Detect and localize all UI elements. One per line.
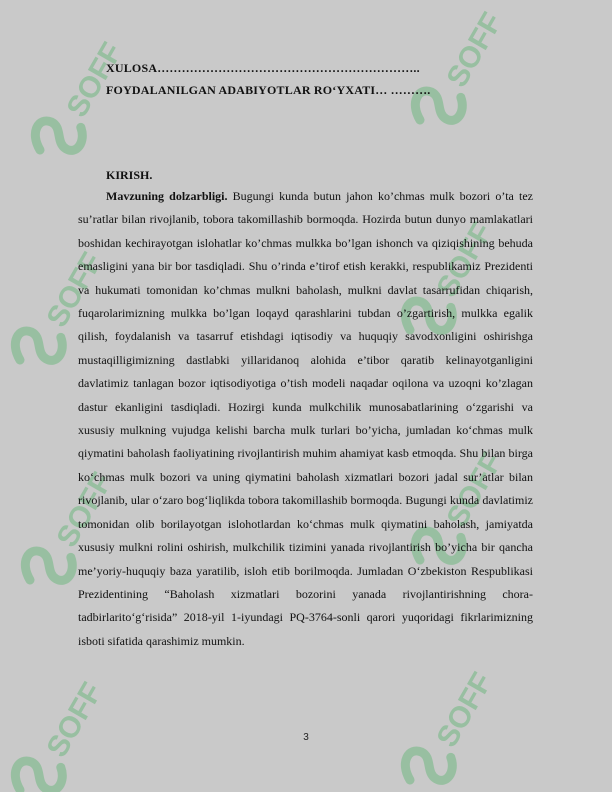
toc-entry-conclusion: XULOSA……………………………………………………….. — [106, 61, 420, 75]
paragraph-lead: Mavzuning dolzarbligi. — [106, 189, 228, 203]
section-title: KIRISH. — [106, 168, 153, 182]
page-content — [78, 57, 533, 653]
toc-entry-references: FOYDALANILGAN ADABIYOTLAR RO‘YXATI… ………. — [106, 83, 431, 97]
page-number: 3 — [303, 732, 309, 743]
paragraph-body: Bugungi kunda butun jahon ko’chmas mulk bozori o’ta tez su’ratlar bilan rivojlanib, tobora takomillashib bormoqda. Hozirda butun dunyo mamlakatlari boshidan kechirayotgan islohatlar ko’chmas mulkka bo’lgan ishonch va qiziqishining behuda emasligini yana bir bor tasdiqladi. Shu o’rinda e’tirof etish kerakki, respublikamiz Prezidenti va hukumati tomonidan ko’chmas mulkni baholash, mulkni davlat tasarrufidan chiqarish, fuqarolarimizning mulkka bo’lgan loqayd qarashlarini tubdan o’zgartirish, mulkka egalik qilish, foydalanish va tasarruf etishdagi iqtisodiy va huquqiy savodxonligini oshirishga mustaqilligimizning dastlabki yillaridanoq alohida e’tibor qaratib kelinayotganligini davlatimiz tanlagan bozor iqtisodiyotiga o’tish modeli naqadar oqilona va uzoqni ko’zlagan dastur ekanligini tasdiqladi. Hozirgi kunda mulkchilik munosabatlarining o‘zgarishi va xususiy mulkning vujudga kelishi barcha mulk turlari bo’yicha, jumladan ko‘chmas mulk qiymatini baholash faoliyatining rivojlantirish muhim ahamiyat kasb etmoqda. Shu bilan birga ko‘chmas mulk bozori va uning qiymatini baholash xizmatlari bozori jadal sur’atlar bilan rivojlanib, ular o‘zaro bog‘liqlikda tobora takomillashib bormoqda. Bugungi kunda davlatimiz tomonidan olib borilayotgan islohotlardan ko‘chmas mulk qiymatini baholash, jamiyatda xususiy mulkni rolini oshirish, mulkchilik tizimini yanada rivojlantirish bo’yicha bir qancha me’yoriy-huquqiy baza yaratilib, isloh etib borilmoqda. Jumladan O‘zbekiston Respublikasi Prezidentining “Baholash xizmatlari bozorini yanada rivojlantirishning chora-tadbirlarito‘g‘risida” 2018-yil 1-iyundagi PQ-3764-sonli qarori yuqoridagi fikrlarimizning isboti sifatida qarashimiz mumkin. — [78, 189, 534, 648]
watermark: SOFF — [0, 0, 612, 792]
body-paragraph — [78, 185, 533, 653]
